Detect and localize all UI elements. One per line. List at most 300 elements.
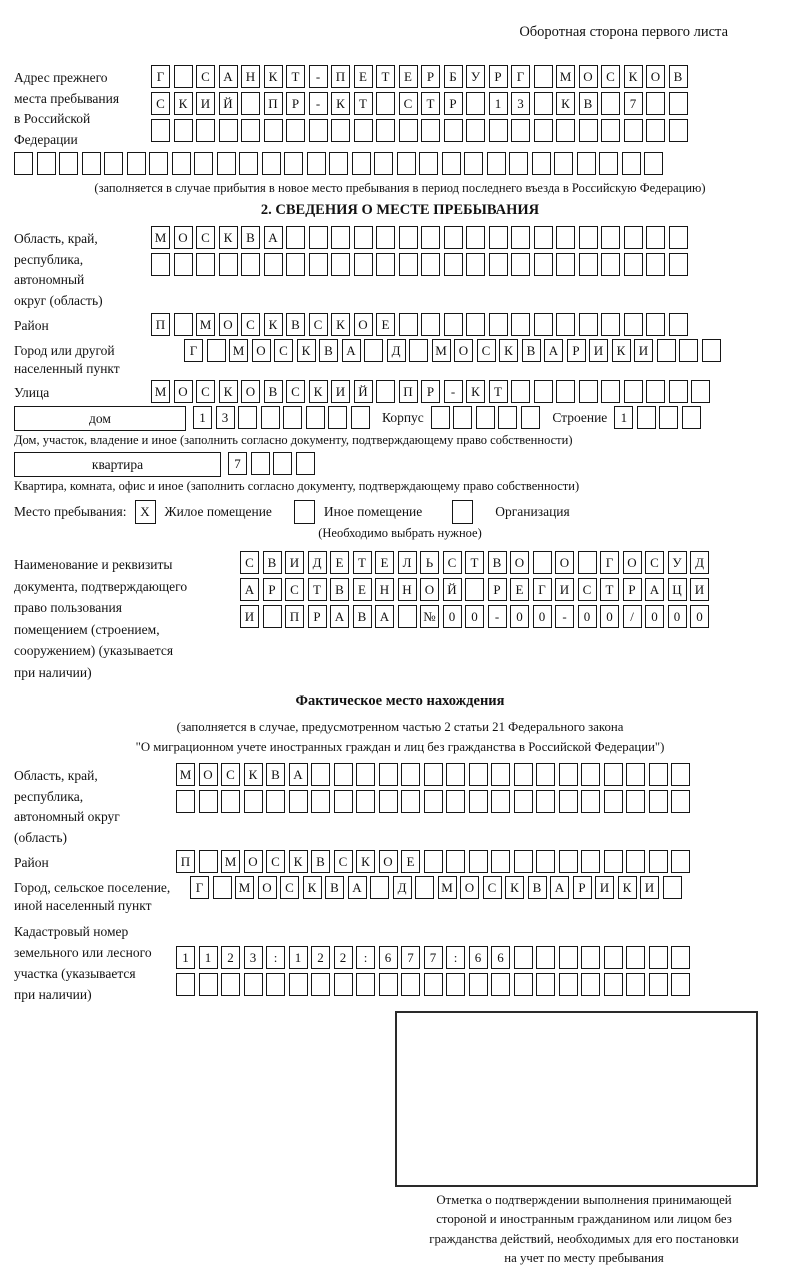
form-cell[interactable] (649, 763, 668, 786)
form-cell[interactable]: Н (241, 65, 260, 88)
document-row-3[interactable] (240, 605, 713, 628)
form-cell[interactable] (311, 973, 330, 996)
form-cell[interactable] (514, 946, 533, 969)
stay-type-checkbox-organization[interactable] (452, 500, 473, 524)
form-cell[interactable] (498, 406, 517, 429)
form-cell[interactable] (127, 152, 146, 175)
form-cell[interactable]: 0 (690, 605, 709, 628)
korpus-cells[interactable] (431, 406, 544, 429)
form-cell[interactable]: М (556, 65, 575, 88)
form-cell[interactable] (514, 790, 533, 813)
form-cell[interactable]: Т (376, 65, 395, 88)
form-cell[interactable] (399, 119, 418, 142)
form-cell[interactable]: М (235, 876, 254, 899)
form-cell[interactable]: Р (489, 65, 508, 88)
form-cell[interactable] (671, 946, 690, 969)
form-cell[interactable] (601, 380, 620, 403)
form-cell[interactable]: / (623, 605, 642, 628)
form-cell[interactable] (219, 119, 238, 142)
form-cell[interactable] (239, 152, 258, 175)
form-cell[interactable]: 6 (469, 946, 488, 969)
form-cell[interactable]: Г (533, 578, 552, 601)
form-cell[interactable]: 0 (668, 605, 687, 628)
form-cell[interactable] (624, 226, 643, 249)
form-cell[interactable] (352, 152, 371, 175)
form-cell[interactable] (379, 790, 398, 813)
form-cell[interactable]: 0 (645, 605, 664, 628)
form-cell[interactable] (649, 946, 668, 969)
document-row-1[interactable] (240, 551, 713, 574)
form-cell[interactable] (307, 152, 326, 175)
form-cell[interactable] (354, 253, 373, 276)
cadastral-row-2[interactable] (176, 973, 694, 996)
form-cell[interactable]: - (444, 380, 463, 403)
form-cell[interactable]: С (399, 92, 418, 115)
form-cell[interactable]: Т (489, 380, 508, 403)
form-cell[interactable] (691, 380, 710, 403)
form-cell[interactable]: К (499, 339, 518, 362)
form-cell[interactable]: О (579, 65, 598, 88)
form-cell[interactable]: 7 (401, 946, 420, 969)
form-cell[interactable] (476, 406, 495, 429)
form-cell[interactable] (559, 850, 578, 873)
form-cell[interactable]: А (348, 876, 367, 899)
form-cell[interactable] (646, 253, 665, 276)
form-cell[interactable] (646, 119, 665, 142)
form-cell[interactable] (446, 790, 465, 813)
form-cell[interactable] (644, 152, 663, 175)
form-cell[interactable] (356, 790, 375, 813)
document-row-2[interactable] (240, 578, 713, 601)
stroenie-cells[interactable] (614, 406, 704, 429)
form-cell[interactable] (624, 380, 643, 403)
form-cell[interactable] (309, 226, 328, 249)
form-cell[interactable] (578, 551, 597, 574)
form-cell[interactable] (261, 406, 280, 429)
form-cell[interactable] (559, 763, 578, 786)
form-cell[interactable]: В (353, 605, 372, 628)
form-cell[interactable] (626, 973, 645, 996)
form-cell[interactable]: С (151, 92, 170, 115)
form-cell[interactable]: О (219, 313, 238, 336)
form-cell[interactable] (649, 790, 668, 813)
actual-district-row[interactable] (176, 850, 694, 873)
form-cell[interactable] (424, 973, 443, 996)
form-cell[interactable] (264, 119, 283, 142)
form-cell[interactable]: В (488, 551, 507, 574)
form-cell[interactable] (626, 790, 645, 813)
form-cell[interactable]: К (264, 313, 283, 336)
form-cell[interactable]: Г (190, 876, 209, 899)
form-cell[interactable] (149, 152, 168, 175)
form-cell[interactable] (284, 152, 303, 175)
form-cell[interactable]: Г (511, 65, 530, 88)
form-cell[interactable]: А (645, 578, 664, 601)
form-cell[interactable] (196, 253, 215, 276)
form-cell[interactable] (669, 253, 688, 276)
form-cell[interactable] (421, 226, 440, 249)
form-cell[interactable] (646, 226, 665, 249)
form-cell[interactable] (469, 850, 488, 873)
apartment-cells[interactable] (228, 452, 318, 475)
form-cell[interactable] (466, 313, 485, 336)
form-cell[interactable]: Д (393, 876, 412, 899)
form-cell[interactable]: И (240, 605, 259, 628)
form-cell[interactable] (511, 380, 530, 403)
form-cell[interactable] (671, 850, 690, 873)
form-cell[interactable] (626, 946, 645, 969)
actual-region-row-1[interactable] (176, 763, 694, 786)
form-cell[interactable] (421, 253, 440, 276)
form-cell[interactable]: А (264, 226, 283, 249)
form-cell[interactable]: В (528, 876, 547, 899)
form-cell[interactable]: О (174, 226, 193, 249)
form-cell[interactable] (354, 226, 373, 249)
form-cell[interactable]: 7 (424, 946, 443, 969)
form-cell[interactable]: К (303, 876, 322, 899)
form-cell[interactable] (370, 876, 389, 899)
form-cell[interactable]: А (289, 763, 308, 786)
form-cell[interactable] (401, 763, 420, 786)
form-cell[interactable] (374, 152, 393, 175)
form-cell[interactable] (241, 253, 260, 276)
form-cell[interactable] (577, 152, 596, 175)
form-cell[interactable]: Е (399, 65, 418, 88)
form-cell[interactable] (649, 850, 668, 873)
form-cell[interactable] (241, 92, 260, 115)
form-cell[interactable]: Р (567, 339, 586, 362)
form-cell[interactable] (379, 763, 398, 786)
form-cell[interactable] (671, 790, 690, 813)
form-cell[interactable] (244, 790, 263, 813)
form-cell[interactable]: 1 (289, 946, 308, 969)
form-cell[interactable]: С (196, 65, 215, 88)
form-cell[interactable]: О (454, 339, 473, 362)
form-cell[interactable]: О (420, 578, 439, 601)
form-cell[interactable]: 2 (334, 946, 353, 969)
form-cell[interactable]: : (356, 946, 375, 969)
form-cell[interactable]: О (241, 380, 260, 403)
form-cell[interactable] (579, 119, 598, 142)
form-cell[interactable] (174, 119, 193, 142)
form-cell[interactable] (334, 790, 353, 813)
form-cell[interactable] (446, 973, 465, 996)
form-cell[interactable]: 1 (176, 946, 195, 969)
form-cell[interactable] (604, 946, 623, 969)
form-cell[interactable]: Г (151, 65, 170, 88)
form-cell[interactable]: К (356, 850, 375, 873)
form-cell[interactable]: 1 (614, 406, 633, 429)
form-cell[interactable] (534, 313, 553, 336)
form-cell[interactable] (331, 253, 350, 276)
form-cell[interactable] (311, 763, 330, 786)
form-cell[interactable] (431, 406, 450, 429)
form-cell[interactable]: Е (330, 551, 349, 574)
form-cell[interactable] (604, 763, 623, 786)
form-cell[interactable] (559, 946, 578, 969)
form-cell[interactable]: К (244, 763, 263, 786)
form-cell[interactable] (579, 253, 598, 276)
form-cell[interactable]: Н (375, 578, 394, 601)
form-cell[interactable]: С (196, 226, 215, 249)
form-cell[interactable]: 0 (578, 605, 597, 628)
form-cell[interactable] (581, 763, 600, 786)
stay-type-checkbox-residential[interactable]: X (135, 500, 156, 524)
form-cell[interactable]: 7 (228, 452, 247, 475)
form-cell[interactable]: С (578, 578, 597, 601)
prev-address-row-2[interactable] (151, 92, 691, 115)
form-cell[interactable] (679, 339, 698, 362)
form-cell[interactable] (601, 253, 620, 276)
form-cell[interactable]: П (151, 313, 170, 336)
form-cell[interactable] (221, 973, 240, 996)
form-cell[interactable] (669, 119, 688, 142)
form-cell[interactable]: О (199, 763, 218, 786)
form-cell[interactable]: 3 (216, 406, 235, 429)
form-cell[interactable] (176, 973, 195, 996)
form-cell[interactable] (419, 152, 438, 175)
form-cell[interactable]: М (432, 339, 451, 362)
form-cell[interactable]: А (330, 605, 349, 628)
form-cell[interactable]: Й (219, 92, 238, 115)
form-cell[interactable]: М (176, 763, 195, 786)
form-cell[interactable] (536, 790, 555, 813)
prev-address-row-3[interactable] (151, 119, 691, 142)
form-cell[interactable] (489, 253, 508, 276)
form-cell[interactable] (669, 380, 688, 403)
form-cell[interactable] (491, 850, 510, 873)
form-cell[interactable] (601, 226, 620, 249)
form-cell[interactable]: И (555, 578, 574, 601)
form-cell[interactable] (376, 380, 395, 403)
form-cell[interactable]: И (589, 339, 608, 362)
form-cell[interactable] (424, 790, 443, 813)
form-cell[interactable] (219, 253, 238, 276)
form-cell[interactable]: В (241, 226, 260, 249)
form-cell[interactable]: П (176, 850, 195, 873)
form-cell[interactable]: 1 (193, 406, 212, 429)
form-cell[interactable] (309, 253, 328, 276)
form-cell[interactable]: П (399, 380, 418, 403)
form-cell[interactable]: Т (421, 92, 440, 115)
form-cell[interactable]: С (309, 313, 328, 336)
form-cell[interactable] (296, 452, 315, 475)
form-cell[interactable] (309, 119, 328, 142)
form-cell[interactable] (682, 406, 701, 429)
form-cell[interactable] (424, 763, 443, 786)
form-cell[interactable] (199, 973, 218, 996)
form-cell[interactable]: К (331, 92, 350, 115)
form-cell[interactable] (601, 313, 620, 336)
form-cell[interactable] (532, 152, 551, 175)
form-cell[interactable] (442, 152, 461, 175)
city-row[interactable] (184, 339, 724, 362)
form-cell[interactable] (328, 406, 347, 429)
form-cell[interactable]: С (274, 339, 293, 362)
form-cell[interactable] (244, 973, 263, 996)
form-cell[interactable] (266, 790, 285, 813)
form-cell[interactable]: Г (184, 339, 203, 362)
form-cell[interactable] (489, 313, 508, 336)
form-cell[interactable] (221, 790, 240, 813)
form-cell[interactable]: Е (353, 578, 372, 601)
form-cell[interactable] (509, 152, 528, 175)
form-cell[interactable] (401, 973, 420, 996)
form-cell[interactable] (331, 226, 350, 249)
form-cell[interactable] (266, 973, 285, 996)
form-cell[interactable] (364, 339, 383, 362)
form-cell[interactable]: О (510, 551, 529, 574)
form-cell[interactable]: О (174, 380, 193, 403)
form-cell[interactable] (466, 119, 485, 142)
form-cell[interactable]: О (379, 850, 398, 873)
form-cell[interactable] (671, 763, 690, 786)
form-cell[interactable] (174, 253, 193, 276)
form-cell[interactable]: Р (286, 92, 305, 115)
form-cell[interactable] (399, 226, 418, 249)
form-cell[interactable] (262, 152, 281, 175)
form-cell[interactable] (217, 152, 236, 175)
form-cell[interactable] (669, 92, 688, 115)
form-cell[interactable] (424, 850, 443, 873)
form-cell[interactable]: И (285, 551, 304, 574)
form-cell[interactable]: С (196, 380, 215, 403)
form-cell[interactable] (306, 406, 325, 429)
form-cell[interactable]: 3 (511, 92, 530, 115)
form-cell[interactable] (273, 452, 292, 475)
form-cell[interactable]: О (460, 876, 479, 899)
form-cell[interactable] (199, 790, 218, 813)
form-cell[interactable] (624, 313, 643, 336)
form-cell[interactable] (82, 152, 101, 175)
form-cell[interactable]: И (690, 578, 709, 601)
form-cell[interactable] (453, 406, 472, 429)
form-cell[interactable] (514, 973, 533, 996)
form-cell[interactable] (264, 253, 283, 276)
form-cell[interactable]: Ь (420, 551, 439, 574)
form-cell[interactable] (104, 152, 123, 175)
form-cell[interactable]: : (446, 946, 465, 969)
form-cell[interactable] (334, 763, 353, 786)
form-cell[interactable]: В (669, 65, 688, 88)
form-cell[interactable]: С (280, 876, 299, 899)
form-cell[interactable] (534, 380, 553, 403)
form-cell[interactable]: 3 (244, 946, 263, 969)
form-cell[interactable] (199, 850, 218, 873)
form-cell[interactable] (491, 973, 510, 996)
form-cell[interactable]: О (244, 850, 263, 873)
form-cell[interactable]: С (285, 578, 304, 601)
form-cell[interactable]: Р (444, 92, 463, 115)
form-cell[interactable] (646, 313, 665, 336)
form-cell[interactable]: В (325, 876, 344, 899)
form-cell[interactable]: 6 (379, 946, 398, 969)
form-cell[interactable]: У (466, 65, 485, 88)
form-cell[interactable] (556, 119, 575, 142)
form-cell[interactable]: К (505, 876, 524, 899)
form-cell[interactable] (556, 380, 575, 403)
form-cell[interactable] (311, 790, 330, 813)
form-cell[interactable]: В (266, 763, 285, 786)
form-cell[interactable] (556, 226, 575, 249)
form-cell[interactable] (534, 253, 553, 276)
form-cell[interactable]: Р (421, 65, 440, 88)
form-cell[interactable] (444, 313, 463, 336)
form-cell[interactable]: П (264, 92, 283, 115)
form-cell[interactable]: 0 (465, 605, 484, 628)
form-cell[interactable] (579, 313, 598, 336)
form-cell[interactable] (663, 876, 682, 899)
form-cell[interactable]: Т (353, 551, 372, 574)
cadastral-row-1[interactable] (176, 946, 694, 969)
form-cell[interactable] (466, 253, 485, 276)
stay-type-checkbox-other[interactable] (294, 500, 315, 524)
form-cell[interactable] (469, 973, 488, 996)
form-cell[interactable] (398, 605, 417, 628)
form-cell[interactable] (579, 226, 598, 249)
form-cell[interactable] (601, 92, 620, 115)
form-cell[interactable]: : (266, 946, 285, 969)
form-cell[interactable]: С (221, 763, 240, 786)
form-cell[interactable]: К (556, 92, 575, 115)
form-cell[interactable]: М (151, 380, 170, 403)
form-cell[interactable] (491, 790, 510, 813)
form-cell[interactable] (487, 152, 506, 175)
form-cell[interactable]: А (375, 605, 394, 628)
form-cell[interactable] (624, 119, 643, 142)
form-cell[interactable] (626, 850, 645, 873)
prev-address-row-1[interactable] (151, 65, 691, 88)
form-cell[interactable]: В (579, 92, 598, 115)
form-cell[interactable]: М (221, 850, 240, 873)
form-cell[interactable]: И (196, 92, 215, 115)
form-cell[interactable] (213, 876, 232, 899)
form-cell[interactable]: М (438, 876, 457, 899)
form-cell[interactable]: С (645, 551, 664, 574)
form-cell[interactable] (409, 339, 428, 362)
form-cell[interactable]: В (522, 339, 541, 362)
form-cell[interactable] (671, 973, 690, 996)
form-cell[interactable]: Г (600, 551, 619, 574)
form-cell[interactable] (469, 790, 488, 813)
form-cell[interactable]: С (240, 551, 259, 574)
form-cell[interactable] (514, 850, 533, 873)
form-cell[interactable]: Р (308, 605, 327, 628)
form-cell[interactable] (536, 850, 555, 873)
form-cell[interactable]: Б (444, 65, 463, 88)
form-cell[interactable] (286, 119, 305, 142)
form-cell[interactable]: Е (401, 850, 420, 873)
form-cell[interactable]: К (174, 92, 193, 115)
form-cell[interactable]: № (420, 605, 439, 628)
form-cell[interactable]: 2 (311, 946, 330, 969)
form-cell[interactable]: Т (465, 551, 484, 574)
form-cell[interactable] (356, 763, 375, 786)
form-cell[interactable] (207, 339, 226, 362)
form-cell[interactable]: К (219, 380, 238, 403)
form-cell[interactable] (151, 253, 170, 276)
form-cell[interactable]: С (334, 850, 353, 873)
form-cell[interactable] (415, 876, 434, 899)
form-cell[interactable] (351, 406, 370, 429)
street-row[interactable] (151, 380, 714, 403)
form-cell[interactable] (626, 763, 645, 786)
form-cell[interactable]: - (555, 605, 574, 628)
form-cell[interactable]: Е (376, 313, 395, 336)
form-cell[interactable]: 6 (491, 946, 510, 969)
form-cell[interactable] (399, 313, 418, 336)
form-cell[interactable]: 0 (533, 605, 552, 628)
